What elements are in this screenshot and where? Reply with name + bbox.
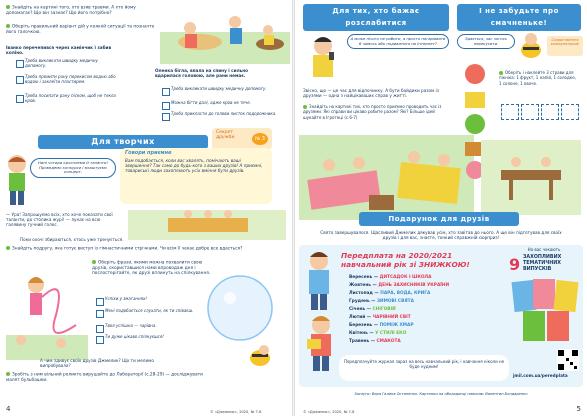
promo-title: Передплата на 2020/2021 навчальний рік зі ЗНИЖКОЮ!: [341, 251, 470, 269]
boy-with-book-illustration: [301, 313, 341, 373]
food-question-text: Оберіть і наклейте 3 страви для пікніка: 1 фрукт, 1 напій, 1 солодке, 1 солоне, 1 овоче.: [499, 70, 576, 86]
playground-illustration: [160, 2, 290, 64]
stage-illustration: [128, 200, 286, 240]
option-b2: Можна бігти далі, адже кров не тече.: [171, 100, 251, 105]
month-row: Жовтень — ДЕНЬ ЗАХИСНИКІВ УКРАЇНИ: [349, 283, 450, 288]
sticker-slot-4[interactable]: [561, 104, 579, 120]
relax-question-text: Знайдіть на картині тих, хто просто приємно проводить час із друзями. Які справи ви цікаво робите разом? Які? Більше ідей шукайте в Ігротеці (с.6-7): [303, 104, 442, 120]
picnic-illustration: [299, 135, 474, 220]
month-name: Листопад: [349, 291, 373, 296]
checkbox-c1[interactable]: [96, 298, 104, 306]
question-5-text: Зробіть з ним вільний роликте вирушайте до Лабораторії (с.28-29) — досліджувати малят бульбашки.: [6, 372, 203, 383]
bee-bubble-illustration: [200, 268, 288, 378]
month-row: Листопад — ПАРА, ВОДА, КРИГА: [349, 291, 431, 296]
calculator-label: Скористайтеся калькулятором!: [547, 36, 583, 56]
checkbox-a3[interactable]: [16, 95, 24, 103]
banner-gift: [359, 212, 519, 226]
question-4-text: Оберіть фрази, якими можна похвалити свою друзів, скориставшися нами впроводаж дня і послостерігайте, як друзі вплинуть на спілкування.: [92, 260, 211, 277]
boy-on-phone-illustration: [299, 32, 347, 88]
question-4: [92, 260, 212, 276]
bullet-icon: [6, 5, 10, 9]
subscription-note: Передплачуйте журнал зараз на весь навчальний рік, і навчання ніколи не буде нудним!: [339, 355, 509, 381]
option-c1: Успіхи у змаганнях!: [105, 296, 147, 301]
option-a2: Треба промити рану перекисом водню або водою і заклеїти пластирем.: [25, 74, 116, 84]
magazine-covers-illustration: [509, 277, 581, 345]
picnic-table-illustration: [481, 140, 581, 215]
month-name: Березень: [349, 323, 373, 328]
secret-title: Секрет дружби: [216, 130, 235, 140]
question-1: [6, 5, 156, 16]
question-5: [6, 372, 206, 383]
month-row: Лютий — ЧАРІВНИЙ СВІТ: [349, 315, 411, 320]
boy-illustration: [4, 152, 30, 208]
month-name: Травень: [349, 339, 370, 344]
month-row: Березень — ПОМІЖ ХМАР: [349, 323, 414, 328]
footer-right: © «Джмелик», 2020, № 7-8: [303, 410, 355, 414]
option-a1: Треба викликати швидку медичну допомогу.: [25, 58, 98, 68]
boy-speech-bubble: Нині чотири кросплеми й таланти! Проведемо конкурси і влаштуємо концерт.: [30, 158, 116, 178]
scene-2-intro: Оленка біглa, впала на спину і сильно вдарилася головою, але рани немає.: [155, 68, 249, 79]
question-jmelyk: А чим здивує своїх друзів Джмелик? Що ти мелимо випробувала?: [40, 358, 154, 369]
advice-title: Говори приємне: [125, 150, 172, 156]
banner-gift-label: Подарунок для друзів: [388, 215, 490, 223]
month-name: Грудень: [349, 299, 370, 304]
gift-text: Свято завершувалося. Щасливий Джмелик дякував усім, хто завітав до нього. А ще він підготував для своїх друзів і для вас, знаєте, тонкий справжній сюрприз!: [320, 230, 562, 241]
food-speech-bubble: Здається, час чогось перекусити.: [457, 34, 515, 49]
promo-count: 9: [509, 255, 521, 274]
question-3-text: Знайдіть подругу, яка готує виступ із гімнастичними стрічками. Чи всім її чекає добре все вдасться?: [12, 246, 243, 252]
month-name: Вересень: [349, 275, 373, 280]
left-page: [0, 0, 292, 416]
girl-with-tablet-illustration: [301, 249, 337, 313]
month-row: Травень — СМАКОТА: [349, 339, 401, 344]
checkbox-c4[interactable]: [96, 336, 104, 344]
month-name: Квітень: [349, 331, 368, 336]
question-1-text: Знайдіть на картині того, хто взяв травми. А хто йому допомагає? Що він зазнає? Що його потрібно?: [6, 5, 136, 16]
page-number-left: 4: [6, 405, 11, 413]
banner-creative-label: Для творчих: [91, 137, 155, 146]
bullet-icon: [6, 246, 10, 250]
checkbox-a1[interactable]: [16, 60, 24, 68]
month-row: Квітень — У СТИЛІ ЕКО: [349, 331, 407, 336]
month-name: Жовтень: [349, 283, 372, 288]
month-topic: СНІГОВІЙ: [372, 307, 396, 312]
checkbox-b1[interactable]: [162, 88, 170, 96]
option-c2: Мені подобається слухати, як ти співаєш.: [105, 308, 194, 313]
story-paragraph-1: — Ура! Запрошуємо всіх, хто хоче показати свої таланти, до столика журі! — лунає на всю галявину гучний голос.: [6, 212, 113, 228]
qr-code-icon[interactable]: [557, 349, 579, 371]
checkbox-c3[interactable]: [96, 325, 104, 333]
month-row: Грудень — ЗИМОВІ СВЯТА: [349, 299, 414, 304]
banner-creative: [38, 135, 208, 149]
page-number-right: 5: [576, 405, 581, 413]
relax-speech-bubble: А може нічого не робити, а просто погарювати б чимось або подивитися на Інтернет?: [347, 34, 449, 49]
subscription-url[interactable]: jmil.com.ua/peredplata: [513, 373, 568, 378]
subscription-promo: [299, 245, 583, 387]
month-topic: ЗИМОВІ СВЯТА: [376, 299, 414, 304]
question-2: [6, 24, 156, 35]
checkbox-a2[interactable]: [16, 76, 24, 84]
month-row: Вересень — ДИТСАДОК І ШКОЛА: [349, 275, 432, 280]
promo-side-text: ЗАХОПЛИВИХ ТЕМАТИЧНИХ ВИПУСКІВ: [523, 255, 562, 272]
question-2-text: Оберіть правильний варіант дій у кожній ситуації та позначте його галочкою.: [6, 24, 155, 35]
month-topic: ДИТСАДОК І ШКОЛА: [379, 275, 432, 280]
bullet-icon: [6, 24, 10, 28]
advice-text: Вам подобається, коли вас хвалять, помічають ваші звершення? Так само до будь-кого з ваших друзів! А приємні, товариські люди захоплюють усіх вміння бути друзів.: [125, 158, 263, 173]
checkbox-b3[interactable]: [162, 113, 170, 121]
bullet-icon: [6, 372, 10, 376]
question-3: [6, 246, 282, 252]
option-b3: Треба прикласти до голови листок подорожника.: [171, 111, 277, 116]
month-topic: ПАРА, ВОДА, КРИГА: [380, 291, 431, 296]
option-a3: Треба посипати рану піском, щоб не текла кров.: [25, 93, 116, 103]
subscription-link[interactable]: [513, 349, 581, 381]
month-topic: ПОМІЖ ХМАР: [379, 323, 414, 328]
relax-question: [303, 104, 448, 120]
promo-side: [507, 247, 581, 274]
banner-forget: [457, 4, 581, 31]
month-topic: СМАКОТА: [376, 339, 401, 344]
right-page: [295, 0, 587, 416]
month-topic: ДЕНЬ ЗАХИСНИКІВ УКРАЇНИ: [378, 283, 450, 288]
sticker-slot-1[interactable]: [501, 104, 519, 120]
secret-number: № 3: [252, 133, 268, 145]
sticker-slot-2[interactable]: [521, 104, 539, 120]
banner-relax: [303, 4, 449, 31]
scene-1-intro: Іванко перечепився через камінчик і забив коліно.: [6, 45, 112, 56]
footer-left: © «Джмелик», 2020, № 7-8: [210, 410, 262, 414]
checkbox-c2[interactable]: [96, 310, 104, 318]
month-topic: ЧАРІВНИЙ СВІТ: [372, 315, 411, 320]
relax-text: Звісно, що — це час для відпочинку. А бути байдики разом із друзями — одна з найцікавіших справ у житті.: [303, 88, 439, 99]
bee-illustration: [517, 30, 545, 62]
advice-box: [120, 148, 272, 204]
promo-side-label: На вас чекають: [527, 247, 561, 252]
secret-of-friendship-badge: [212, 128, 272, 150]
month-name: Січень: [349, 307, 366, 312]
option-c4: Ти дуже цікаво спілкуєшся!: [105, 334, 164, 339]
credits: Заслуги: Вера Галина Остапенко. Картинки на обкладинці написав: Валентин Бондаренко: [354, 392, 528, 396]
gymnast-girl-illustration: [6, 265, 88, 360]
banner-forget-label: І не забудьте про смачненьке!: [479, 7, 559, 27]
sticker-slots: [501, 104, 579, 138]
food-question: [499, 70, 579, 86]
month-topic: У СТИЛІ ЕКО: [375, 331, 407, 336]
month-row: Січень — СНІГОВІЙ: [349, 307, 396, 312]
month-name: Лютий: [349, 315, 366, 320]
bullet-icon: [92, 260, 96, 264]
option-b1: Треба викликати швидку медичну допомогу.: [171, 86, 267, 91]
option-c3: Твоя успішна — чарівна.: [105, 323, 157, 328]
sticker-slot-3[interactable]: [541, 104, 559, 120]
checkbox-b2[interactable]: [162, 102, 170, 110]
banner-relax-label: Для тих, хто бажає розслабитися: [332, 7, 420, 27]
story-paragraph-2: Поки охочі збираються, хтось уже тренується.: [20, 237, 124, 242]
